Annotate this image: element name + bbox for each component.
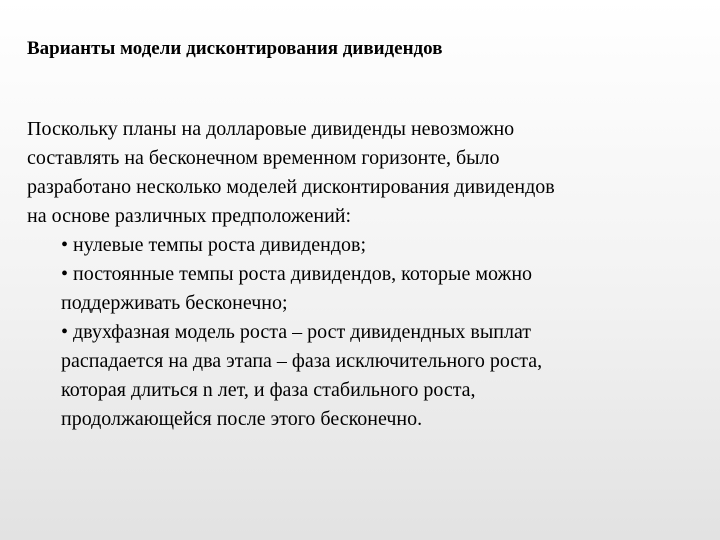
intro-line: Поскольку планы на долларовые дивиденды невозможно	[27, 118, 515, 140]
bullet-item-constant-growth	[61, 260, 687, 318]
bullet-item-two-stage-growth	[61, 318, 687, 434]
intro-line: составлять на бесконечном временном горизонте, было	[27, 147, 500, 169]
bullet-list	[27, 231, 687, 434]
bullet-line: • постоянные темпы роста дивидендов, которые можно	[61, 263, 533, 285]
bullet-line: которая длиться n лет, и фаза стабильного роста,	[61, 379, 476, 401]
bullet-item-zero-growth	[61, 231, 687, 260]
bullet-line: • двухфазная модель роста – рост дивидендных выплат	[61, 321, 532, 343]
intro-line: разработано несколько моделей дисконтирования дивидендов	[27, 176, 555, 198]
bullet-line: продолжающейся после этого бесконечно.	[61, 408, 423, 430]
slide-title: Варианты модели дисконтирования дивидендов	[27, 38, 443, 59]
bullet-line: распадается на два этапа – фаза исключительного роста,	[61, 350, 543, 372]
bullet-line: • нулевые темпы роста дивидендов;	[61, 234, 367, 256]
slide-body	[27, 115, 687, 434]
intro-line: на основе различных предположений:	[27, 205, 352, 227]
bullet-line: поддерживать бесконечно;	[61, 292, 288, 314]
intro-paragraph	[27, 115, 687, 231]
